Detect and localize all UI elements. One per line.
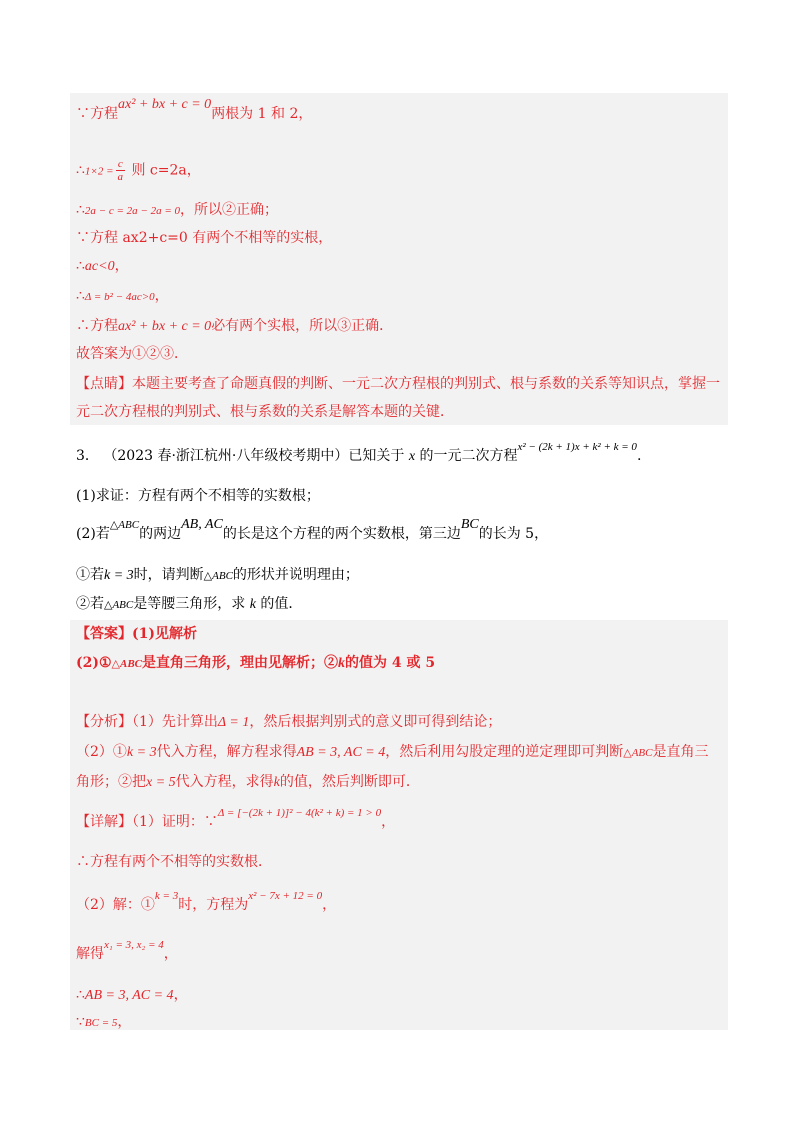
question-sub-2: ②若△ABC是等腰三角形，求 k 的值． <box>76 596 303 612</box>
answer-line-1: 【答案】(1)见解析 <box>76 626 197 642</box>
answer-line-2: (2)①△ABC是直角三角形，理由见解析；②k的值为 4 或 5 <box>76 655 436 671</box>
detail-line-6: ∵BC = 5， <box>76 1014 132 1030</box>
detail-line-5: ∴AB = 3, AC = 4， <box>76 987 188 1003</box>
b1-line-8: 故答案为①②③． <box>76 346 188 362</box>
detail-line-3: （2）解：①$^{k = 3}$时，方程为$^{x^2 - 7x + 12 = 0}$， <box>76 890 337 913</box>
analysis-line-2: （2）①k = 3代入方程，解方程求得AB = 3, AC = 4，然后利用勾股定理的逆定理即可判断△ABC是直角三 <box>76 744 709 760</box>
b1-line-7: ∴方程ax² + bx + c = 0必有两个实根，所以③正确． <box>76 318 394 334</box>
analysis-line-1: 【分析】（1）先计算出Δ = 1，然后根据判别式的意义即可得到结论； <box>76 714 502 730</box>
question-header: 3． （2023 春·浙江杭州·八年级校考期中）已知关于 x 的一元二次方程$^{x^2 - (2k + 1)x + k^2 + k = 0}$. <box>76 441 642 464</box>
b1-line-6: ∴Δ = b² − 4ac>0， <box>76 288 169 304</box>
detail-line-4: 解得$^{x_1 = 3, x_2 = 4}$， <box>76 939 178 962</box>
analysis-line-3: 角形；②把x = 5代入方程，求得k的值，然后判断即可． <box>76 774 420 790</box>
b1-line-10: 元二次方程根的判别式、根与系数的关系是解答本题的关键． <box>76 404 454 420</box>
question-part-1: (1)求证：方程有两个不相等的实数根； <box>76 488 320 504</box>
b1-line-2: ∴1×2 = $\frac{c}{a}$ 则 c=2a， <box>76 158 201 183</box>
b1-line-5: ∴ac<0， <box>76 258 129 274</box>
detail-line-2: ∴方程有两个不相等的实数根． <box>76 854 272 870</box>
b1-line-9: 【点睛】本题主要考查了命题真假的判断、一元二次方程根的判别式、根与系数的关系等知识点，掌握一 <box>76 376 720 392</box>
detail-line-1: 【详解】（1）证明：∵$^{\Delta = [-(2k + 1)]^2 - 4(k^2 + k) = 1 > 0}$， <box>76 807 396 830</box>
b1-line-3: ∴2a − c = 2a − 2a = 0，所以②正确； <box>76 202 278 218</box>
b1-line-1: ∵方程ax² + bx + c = 0两根为 1 和 2， <box>76 97 313 122</box>
fraction-c-over-a: $\frac{c}{a}$ <box>117 158 124 183</box>
b1-line-4: ∵方程 ax2+c=0 有两个不相等的实根， <box>76 230 333 246</box>
question-part-2: (2)若$^{\triangle ABC}$的两边AB, AC的长是这个方程的两个实数根，第三边BC的长为 5， <box>76 517 549 542</box>
question-sub-1: ①若k = 3时，请判断△ABC的形状并说明理由； <box>76 567 359 583</box>
